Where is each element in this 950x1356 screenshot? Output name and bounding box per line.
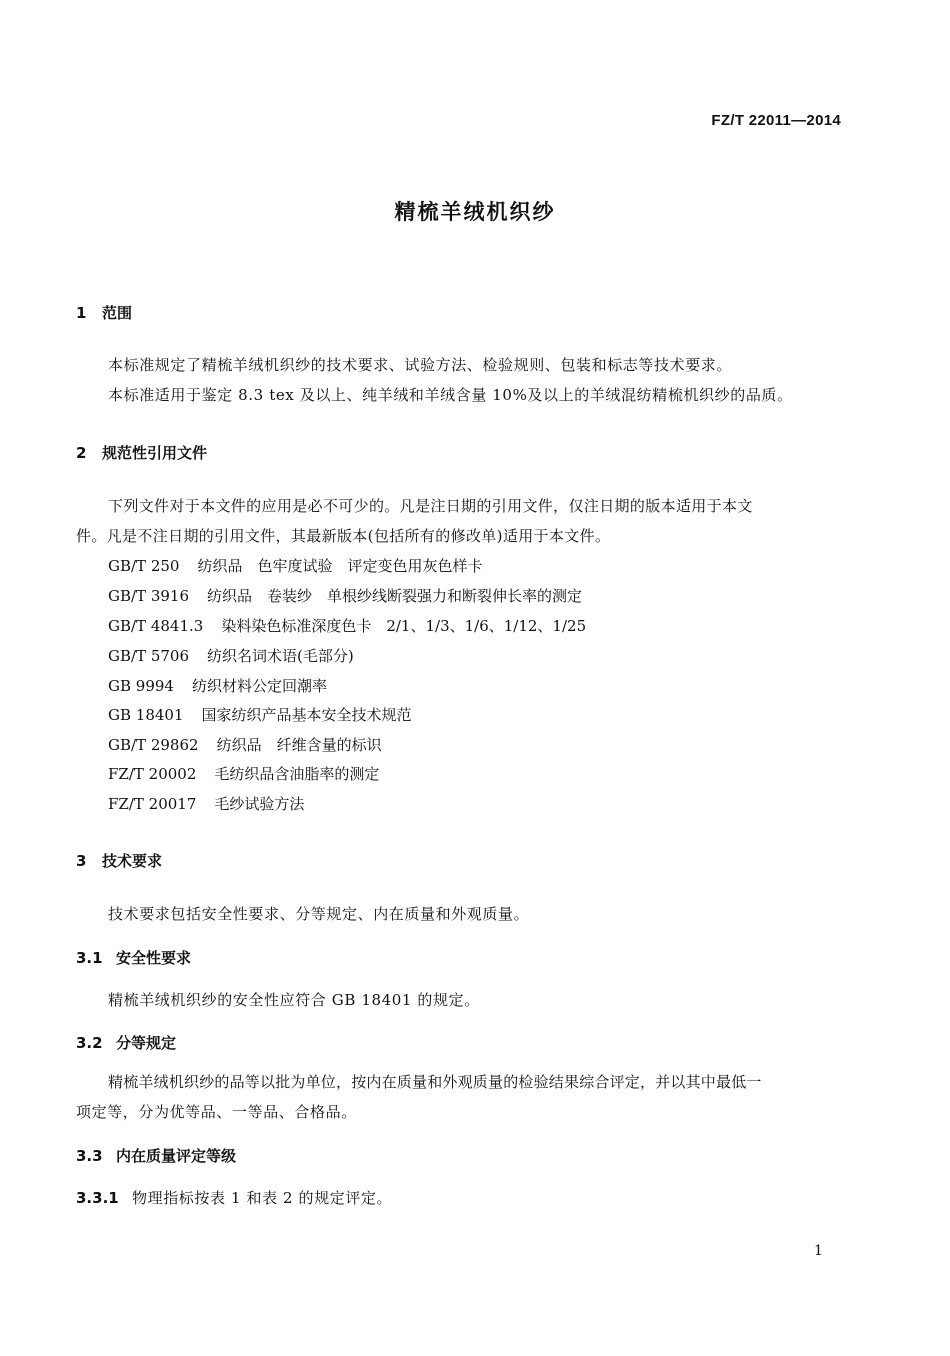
page-number: 1 [814, 1243, 823, 1259]
reference-title: 纺织品 纤维含量的标识 [216, 736, 382, 754]
section-title: 内在质量评定等级 [116, 1147, 237, 1165]
section-3-heading [76, 850, 162, 871]
section-title: 范围 [102, 304, 133, 322]
reference-item [108, 763, 379, 784]
reference-title: 毛纱试验方法 [214, 795, 305, 813]
reference-item [108, 645, 354, 666]
reference-code: GB/T 250 [108, 557, 180, 575]
reference-title: 纺织品 卷装纱 单根纱线断裂强力和断裂伸长率的测定 [207, 587, 583, 605]
paragraph: 本标准适用于鉴定 8.3 tex 及以上、纯羊绒和羊绒含量 10%及以上的羊绒混纺精梳机织纱的品质。 [108, 386, 793, 404]
reference-title: 毛纺织品含油脂率的测定 [214, 765, 380, 783]
section-3-2-heading [76, 1032, 176, 1053]
reference-item [108, 675, 327, 696]
section-2-heading [76, 442, 207, 463]
reference-code: FZ/T 20002 [108, 765, 197, 783]
reference-item [108, 704, 412, 725]
reference-title: 纺织材料公定回潮率 [191, 677, 327, 695]
reference-title: 染料染色标准深度色卡 2/1、1/3、1/6、1/12、1/25 [221, 617, 587, 635]
reference-title: 国家纺织产品基本安全技术规范 [201, 706, 412, 724]
clause-text: 物理指标按表 1 和表 2 的规定评定。 [132, 1189, 393, 1207]
paragraph: 技术要求包括安全性要求、分等规定、内在质量和外观质量。 [108, 905, 530, 923]
reference-code: FZ/T 20017 [108, 795, 197, 813]
document-title: 精梳羊绒机织纱 [394, 200, 556, 224]
paragraph: 件。凡是不注日期的引用文件，其最新版本(包括所有的修改单)适用于本文件。 [76, 527, 611, 545]
section-number: 3.2 [76, 1034, 103, 1052]
section-3-3-heading [76, 1145, 236, 1166]
section-title: 分等规定 [116, 1034, 177, 1052]
reference-title: 纺织名词术语(毛部分) [207, 647, 354, 665]
reference-code: GB/T 5706 [108, 647, 190, 665]
section-number: 3.3 [76, 1147, 103, 1165]
paragraph: 精梳羊绒机织纱的安全性应符合 GB 18401 的规定。 [108, 991, 480, 1009]
clause-3-3-1 [76, 1187, 392, 1208]
standard-code: FZ/T 22011—2014 [711, 112, 841, 129]
section-title: 安全性要求 [116, 949, 192, 967]
reference-item [108, 585, 582, 606]
paragraph: 精梳羊绒机织纱的品等以批为单位，按内在质量和外观质量的检验结果综合评定，并以其中最低一 [108, 1073, 762, 1091]
reference-code: GB 18401 [108, 706, 184, 724]
reference-code: GB/T 3916 [108, 587, 190, 605]
reference-item [108, 793, 304, 814]
paragraph: 下列文件对于本文件的应用是必不可少的。凡是注日期的引用文件，仅注日期的版本适用于本文 [108, 497, 753, 515]
clause-number: 3.3.1 [76, 1189, 119, 1207]
section-number: 3 [76, 852, 87, 870]
section-3-1-heading [76, 947, 191, 968]
section-title: 规范性引用文件 [102, 444, 208, 462]
reference-code: GB/T 29862 [108, 736, 199, 754]
reference-item [108, 734, 382, 755]
section-number: 2 [76, 444, 87, 462]
reference-title: 纺织品 色牢度试验 评定变色用灰色样卡 [197, 557, 483, 575]
section-number: 1 [76, 304, 87, 322]
paragraph: 项定等，分为优等品、一等品、合格品。 [76, 1103, 357, 1121]
section-number: 3.1 [76, 949, 103, 967]
reference-item [108, 555, 482, 576]
paragraph: 本标准规定了精梳羊绒机织纱的技术要求、试验方法、检验规则、包装和标志等技术要求。 [108, 356, 733, 374]
reference-item [108, 615, 586, 636]
reference-code: GB/T 4841.3 [108, 617, 204, 635]
section-title: 技术要求 [102, 852, 163, 870]
section-1-heading [76, 302, 132, 323]
reference-code: GB 9994 [108, 677, 174, 695]
